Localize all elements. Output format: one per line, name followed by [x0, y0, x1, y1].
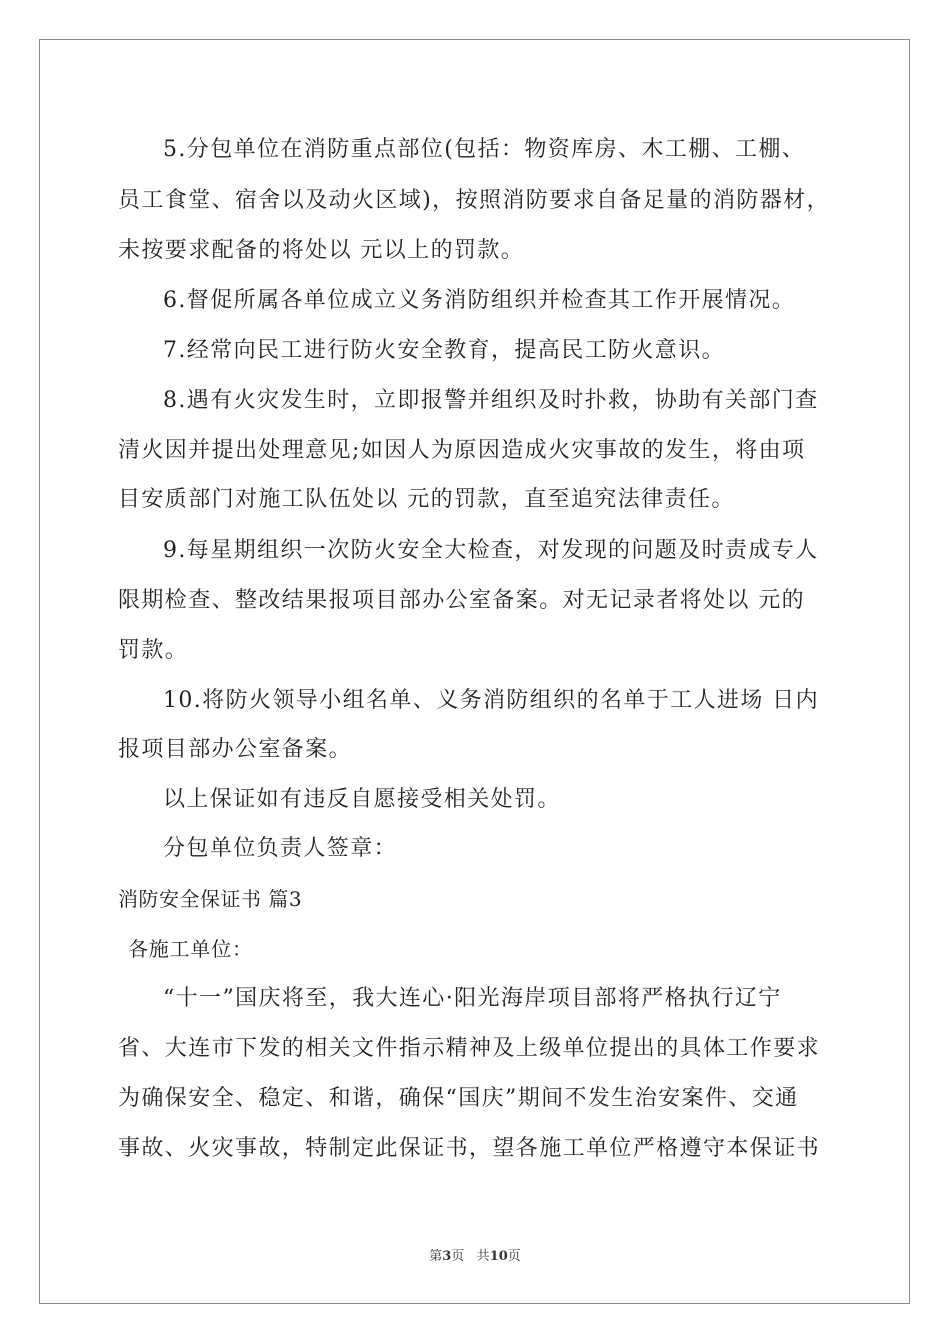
- page-border: [39, 39, 910, 1304]
- paragraph-line: 省、大连市下发的相关文件指示精神及上级单位提出的具体工作要求: [118, 1036, 821, 1061]
- signature-line: 分包单位负责人签章：: [163, 836, 398, 861]
- total-label-suffix: 页: [507, 1249, 521, 1264]
- paragraph-line: 9.每星期组织一次防火安全大检查，对发现的问题及时责成专人: [163, 538, 819, 563]
- paragraph-line: 未按要求配备的将处以 元以上的罚款。: [118, 238, 525, 263]
- current-page-number: 3: [442, 1249, 452, 1264]
- total-label-prefix: 共: [476, 1249, 490, 1264]
- section-heading: 消防安全保证书 篇3: [118, 887, 303, 911]
- salutation: 各施工单位：: [128, 937, 253, 961]
- paragraph-line: 5.分包单位在消防重点部位(包括：物资库房、木工棚、工棚、: [163, 137, 806, 162]
- paragraph-line: 6.督促所属各单位成立义务消防组织并检查其工作开展情况。: [163, 288, 796, 313]
- total-pages-number: 10: [489, 1249, 508, 1264]
- paragraph-line: 清火因并提出处理意见;如因人为原因造成火灾事故的发生，将由项: [118, 438, 806, 463]
- paragraph-line: 员工食堂、宿舍以及动火区域)，按照消防要求自备足量的消防器材，: [118, 188, 830, 213]
- paragraph-line: 目安质部门对施工队伍处以 元的罚款，直至追究法律责任。: [118, 487, 735, 512]
- paragraph-line: 为确保安全、稳定、和谐，确保“国庆”期间不发生治安案件、交通: [118, 1086, 799, 1111]
- paragraph-line: 报项目部办公室备案。: [118, 737, 353, 762]
- page-footer: [0, 1248, 950, 1266]
- page-label-suffix: 页: [451, 1249, 465, 1264]
- paragraph-line: 10.将防火领导小组名单、义务消防组织的名单于工人进场 日内: [163, 688, 819, 713]
- page-label-prefix: 第: [429, 1249, 443, 1264]
- paragraph-line: 以上保证如有违反自愿接受相关处罚。: [163, 787, 561, 812]
- paragraph-line: “十一”国庆将至，我大连心·阳光海岸项目部将严格执行辽宁: [163, 986, 782, 1011]
- paragraph-line: 罚款。: [118, 638, 189, 663]
- paragraph-line: 限期检查、整改结果报项目部办公室备案。对无记录者将处以 元的: [118, 588, 805, 613]
- paragraph-line: 8.遇有火灾发生时，立即报警并组织及时扑救，协助有关部门查: [163, 388, 819, 413]
- paragraph-line: 事故、火灾事故，特制定此保证书，望各施工单位严格遵守本保证书: [118, 1136, 821, 1161]
- paragraph-line: 7.经常向民工进行防火安全教育，提高民工防火意识。: [163, 338, 725, 363]
